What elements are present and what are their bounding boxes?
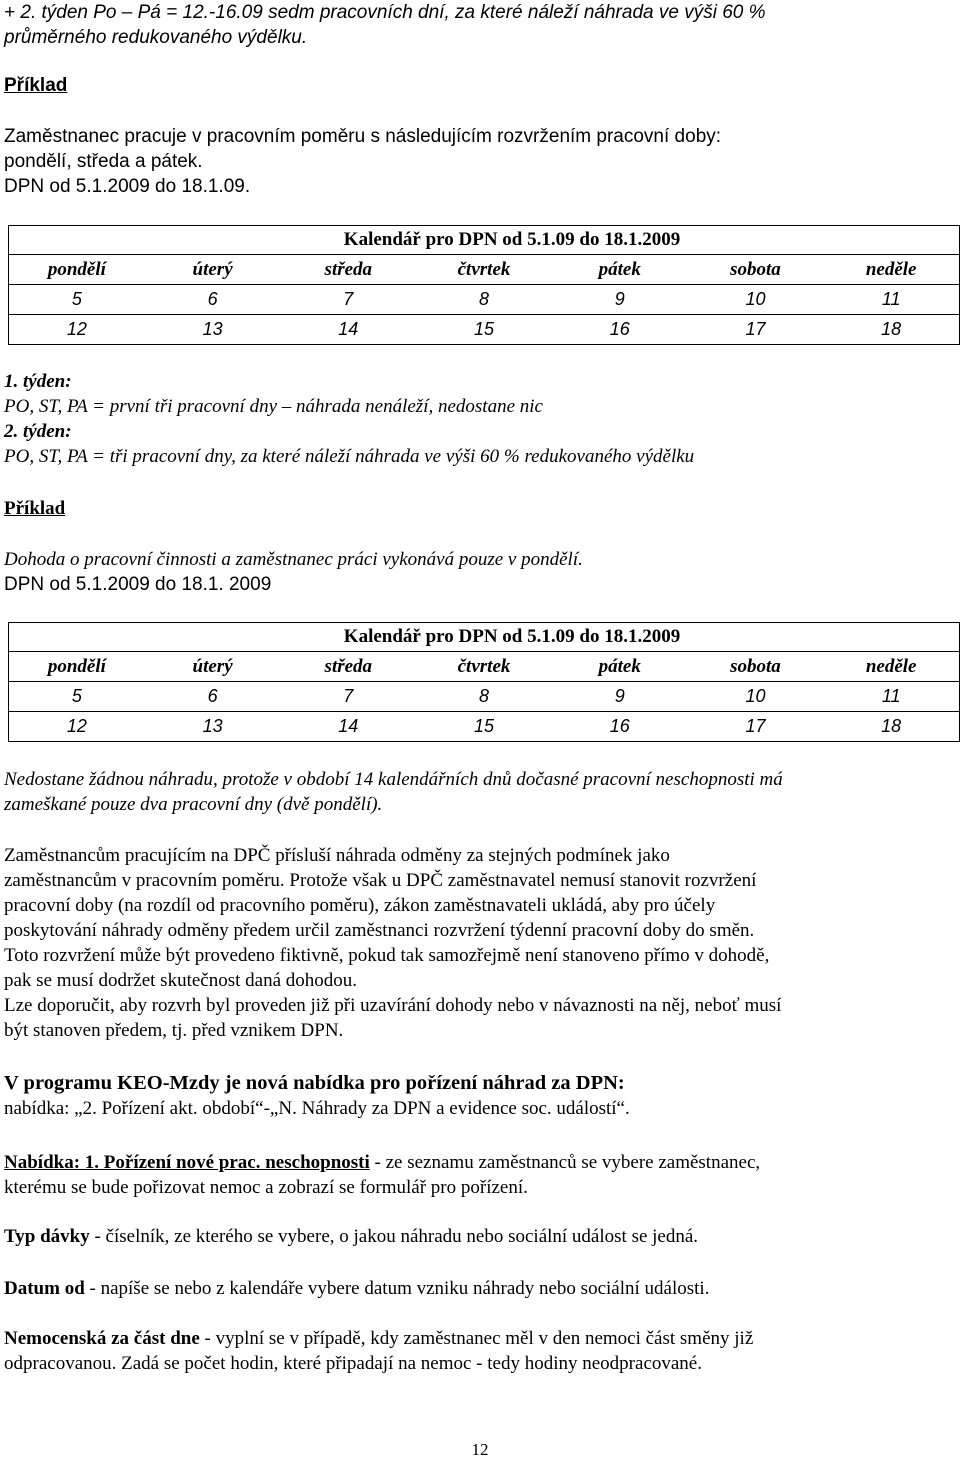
calendar-table-2 (8, 622, 960, 742)
datum-od-label: Datum od (4, 1278, 85, 1299)
dpc-line: Zaměstnancům pracujícím na DPČ přísluší náhrada odměny za stejných podmínek jako (4, 845, 670, 866)
day-header: pátek (598, 656, 641, 677)
example2-paragraph (4, 547, 956, 597)
week-1-label: 1. týden: (4, 371, 72, 392)
date-cell: 10 (745, 289, 766, 309)
date-cell: 18 (881, 319, 902, 339)
date-cell: 12 (66, 319, 87, 339)
day-header: pátek (598, 259, 641, 280)
date-cell: 11 (881, 289, 901, 309)
keo-menu-path: nabídka: „2. Pořízení akt. období“-„N. Náhrady za DPN a evidence soc. událostí“. (4, 1098, 630, 1119)
intro-paragraph (4, 0, 956, 50)
day-header: pondělí (47, 656, 106, 677)
date-cell: 8 (479, 289, 490, 309)
calendar-1-title: Kalendář pro DPN od 5.1.09 do 18.1.2009 (343, 229, 681, 250)
dpc-line: zaměstnancům v pracovním poměru. Protože však u DPČ zaměstnavatel nemusí stanovit rozvržení (4, 870, 757, 891)
day-header: neděle (865, 259, 917, 280)
calendar-1-day-header (9, 254, 959, 284)
conclusion-paragraph (4, 767, 956, 817)
day-header: pondělí (47, 259, 106, 280)
date-cell: 8 (479, 686, 490, 706)
week-2-text: PO, ST, PA = tři pracovní dny, za které náleží náhrada ve výši 60 % redukovaného výdělku (4, 446, 695, 467)
date-cell: 14 (338, 319, 359, 339)
datum-od-text: - napíše se nebo z kalendáře vybere datum vzniku náhrady nebo sociální události. (84, 1278, 710, 1299)
item-typ-davky (4, 1224, 956, 1249)
conclusion-line-2: zameškané pouze dva pracovní dny (dvě pondělí). (4, 794, 383, 815)
date-cell: 12 (66, 716, 87, 736)
calendar-table-1 (8, 225, 960, 345)
dpc-line: pak se musí dodržet skutečnost daná dohodou. (4, 970, 358, 991)
calendar-2-week-2 (9, 711, 959, 741)
example1-line-1: Zaměstnanec pracuje v pracovním poměru s následujícím rozvržením pracovní doby: (4, 126, 722, 147)
date-cell: 17 (745, 716, 766, 736)
typ-davky-text: - číselník, ze kterého se vybere, o jakou náhradu nebo sociální událost se jedná. (89, 1226, 699, 1247)
date-cell: 5 (71, 289, 82, 309)
page-number: 12 (471, 1440, 489, 1459)
example2-line-2: DPN od 5.1.2009 do 18.1. 2009 (4, 574, 272, 595)
date-cell: 13 (202, 319, 223, 339)
example2-heading: Příklad (4, 498, 66, 519)
weeks-explanation (4, 369, 956, 469)
item-nemocenska (4, 1326, 956, 1376)
nabidka-label: Nabídka: 1. Pořízení nové prac. neschopnosti (4, 1152, 370, 1173)
dpc-line: Toto rozvržení může být provedeno fiktivně, pokud tak samozřejmě není stanoveno přímo v dohodě, (4, 945, 770, 966)
calendar-2-title: Kalendář pro DPN od 5.1.09 do 18.1.2009 (343, 626, 681, 647)
intro-line-2: průměrného redukovaného výdělku. (4, 27, 308, 48)
calendar-2-day-header (9, 651, 959, 681)
date-cell: 11 (881, 686, 901, 706)
example2-line-1: Dohoda o pracovní činnosti a zaměstnanec práci vykonává pouze v pondělí. (4, 549, 583, 570)
date-cell: 6 (207, 686, 218, 706)
date-cell: 9 (614, 686, 625, 706)
date-cell: 14 (338, 716, 359, 736)
date-cell: 17 (745, 319, 766, 339)
week-1-text: PO, ST, PA = první tři pracovní dny – náhrada nenáleží, nedostane nic (4, 396, 543, 417)
nemocenska-text-2: odpracovanou. Zadá se počet hodin, které připadají na nemoc - tedy hodiny neodpracované. (4, 1353, 702, 1374)
day-header: neděle (865, 656, 917, 677)
nemocenska-text: - vyplní se v případě, kdy zaměstnanec měl v den nemoci část směny již (199, 1328, 754, 1349)
day-header: sobota (730, 259, 781, 280)
item-datum-od (4, 1276, 956, 1301)
example1-line-3: DPN od 5.1.2009 do 18.1.09. (4, 176, 251, 197)
day-header: sobota (730, 656, 781, 677)
calendar-1-week-2 (9, 314, 959, 344)
date-cell: 13 (202, 716, 223, 736)
nabidka-text: - ze seznamu zaměstnanců se vybere zaměstnanec, (369, 1152, 761, 1173)
date-cell: 15 (474, 319, 495, 339)
day-header: čtvrtek (457, 259, 511, 280)
dpc-paragraph (4, 843, 956, 1043)
nabidka-text-2: kterému se bude pořizovat nemoc a zobrazí se formulář pro pořízení. (4, 1177, 528, 1198)
conclusion-line-1: Nedostane žádnou náhradu, protože v období 14 kalendářních dnů dočasné pracovní neschopnosti má (4, 769, 783, 790)
day-header: čtvrtek (457, 656, 511, 677)
example1-paragraph (4, 124, 956, 199)
dpc-line: být stanoven předem, tj. před vznikem DPN. (4, 1020, 344, 1041)
nemocenska-label: Nemocenská za část dne (4, 1328, 200, 1349)
date-cell: 10 (745, 686, 766, 706)
date-cell: 7 (343, 686, 354, 706)
date-cell: 5 (71, 686, 82, 706)
week-2-label: 2. týden: (4, 421, 72, 442)
example1-heading: Příklad (4, 75, 68, 96)
day-header: středa (324, 259, 373, 280)
day-header: středa (324, 656, 373, 677)
example1-line-2: pondělí, středa a pátek. (4, 151, 203, 172)
intro-line-1: + 2. týden Po – Pá = 12.-16.09 sedm pracovních dní, za které náleží náhrada ve výši 60 % (4, 2, 766, 23)
day-header: úterý (192, 259, 233, 280)
date-cell: 6 (207, 289, 218, 309)
calendar-1-week-1 (9, 284, 959, 314)
dpc-line: poskytování náhrady odměny předem určil zaměstnanci rozvržení týdenní pracovní doby do směn. (4, 920, 755, 941)
item-nabidka (4, 1150, 956, 1200)
day-header: úterý (192, 656, 233, 677)
calendar-2-week-1 (9, 681, 959, 711)
date-cell: 7 (343, 289, 354, 309)
date-cell: 9 (614, 289, 625, 309)
date-cell: 15 (474, 716, 495, 736)
dpc-line: Lze doporučit, aby rozvrh byl proveden již při uzavírání dohody nebo v návaznosti na něj, neboť musí (4, 995, 782, 1016)
typ-davky-label: Typ dávky (4, 1226, 90, 1247)
date-cell: 18 (881, 716, 902, 736)
date-cell: 16 (609, 319, 630, 339)
keo-heading: V programu KEO-Mzdy je nová nabídka pro pořízení náhrad za DPN: (4, 1072, 625, 1094)
dpc-line: pracovní doby (na rozdíl od pracovního poměru), zákon zaměstnavateli ukládá, aby pro účely (4, 895, 716, 916)
keo-section (4, 1071, 956, 1121)
date-cell: 16 (609, 716, 630, 736)
